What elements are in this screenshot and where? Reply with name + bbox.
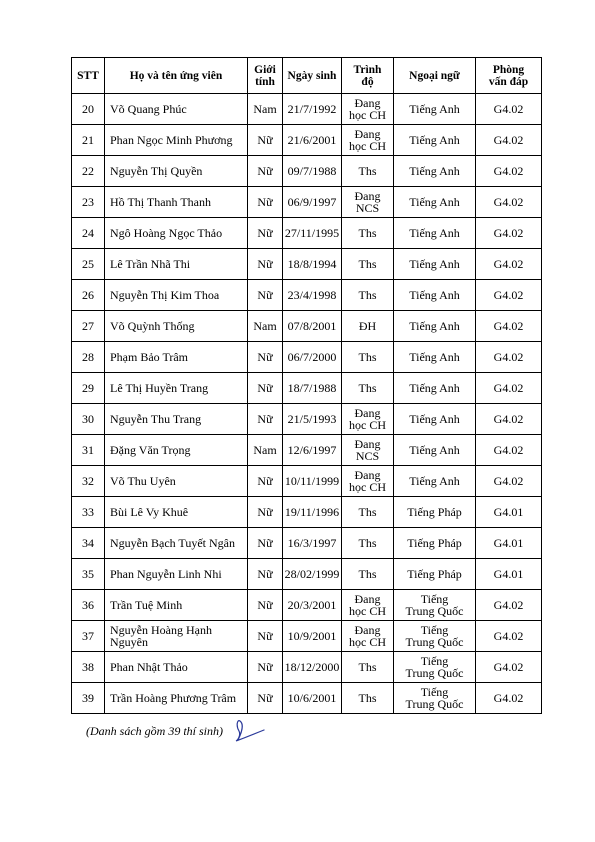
cell-name: Võ Quỳnh Thống: [105, 311, 248, 342]
cell-level: Ths: [342, 156, 394, 187]
cell-dob: 23/4/1998: [283, 280, 342, 311]
cell-name: Nguyễn Hoàng Hạnh Nguyên: [105, 621, 248, 652]
table-row: [72, 559, 542, 590]
cell-level: Đang học CH: [342, 466, 394, 497]
handwritten-signature: [232, 718, 268, 744]
cell-dob: 10/6/2001: [283, 683, 342, 714]
cell-stt: 26: [72, 280, 105, 311]
cell-name: Bùi Lê Vy Khuê: [105, 497, 248, 528]
cell-dob: 21/5/1993: [283, 404, 342, 435]
cell-room: G4.02: [476, 187, 542, 218]
cell-gender: Nam: [248, 311, 283, 342]
table-row: [72, 590, 542, 621]
cell-gender: Nữ: [248, 497, 283, 528]
table-row: [72, 218, 542, 249]
cell-level: Ths: [342, 652, 394, 683]
cell-stt: 30: [72, 404, 105, 435]
cell-name: Phạm Bảo Trâm: [105, 342, 248, 373]
cell-name: Lê Thị Huyền Trang: [105, 373, 248, 404]
cell-stt: 38: [72, 652, 105, 683]
header-stt: STT: [72, 58, 105, 94]
cell-gender: Nữ: [248, 156, 283, 187]
cell-level: Ths: [342, 528, 394, 559]
cell-room: G4.02: [476, 590, 542, 621]
cell-dob: 06/9/1997: [283, 187, 342, 218]
cell-level: Đang học CH: [342, 404, 394, 435]
cell-stt: 35: [72, 559, 105, 590]
cell-gender: Nam: [248, 435, 283, 466]
cell-language: Tiếng Trung Quốc: [394, 590, 476, 621]
table-row: [72, 280, 542, 311]
cell-name: Nguyễn Thị Kim Thoa: [105, 280, 248, 311]
cell-language: Tiếng Anh: [394, 404, 476, 435]
cell-gender: Nữ: [248, 249, 283, 280]
cell-level: Ths: [342, 683, 394, 714]
header-language: Ngoại ngữ: [394, 58, 476, 94]
cell-level: Đang học CH: [342, 94, 394, 125]
cell-stt: 32: [72, 466, 105, 497]
cell-language: Tiếng Anh: [394, 249, 476, 280]
cell-room: G4.02: [476, 249, 542, 280]
cell-language: Tiếng Trung Quốc: [394, 652, 476, 683]
cell-stt: 24: [72, 218, 105, 249]
cell-level: Đang học CH: [342, 621, 394, 652]
cell-dob: 18/7/1988: [283, 373, 342, 404]
header-gender: Giới tính: [248, 58, 283, 94]
cell-gender: Nữ: [248, 125, 283, 156]
table-row: [72, 621, 542, 652]
cell-gender: Nữ: [248, 342, 283, 373]
header-room: Phòng vấn đáp: [476, 58, 542, 94]
table-row: [72, 156, 542, 187]
cell-language: Tiếng Anh: [394, 466, 476, 497]
cell-dob: 28/02/1999: [283, 559, 342, 590]
cell-gender: Nam: [248, 94, 283, 125]
cell-dob: 09/7/1988: [283, 156, 342, 187]
cell-level: ĐH: [342, 311, 394, 342]
cell-name: Lê Trần Nhã Thi: [105, 249, 248, 280]
cell-level: Ths: [342, 373, 394, 404]
cell-name: Võ Thu Uyên: [105, 466, 248, 497]
cell-dob: 16/3/1997: [283, 528, 342, 559]
cell-dob: 27/11/1995: [283, 218, 342, 249]
cell-level: Đang học CH: [342, 125, 394, 156]
cell-dob: 10/11/1999: [283, 466, 342, 497]
table-row: [72, 187, 542, 218]
cell-name: Nguyễn Bạch Tuyết Ngân: [105, 528, 248, 559]
cell-gender: Nữ: [248, 280, 283, 311]
cell-room: G4.02: [476, 280, 542, 311]
cell-stt: 21: [72, 125, 105, 156]
cell-language: Tiếng Trung Quốc: [394, 621, 476, 652]
cell-room: G4.02: [476, 125, 542, 156]
cell-gender: Nữ: [248, 590, 283, 621]
table-row: [72, 94, 542, 125]
cell-dob: 19/11/1996: [283, 497, 342, 528]
cell-level: Ths: [342, 559, 394, 590]
table-row: [72, 497, 542, 528]
cell-stt: 22: [72, 156, 105, 187]
cell-stt: 27: [72, 311, 105, 342]
cell-room: G4.02: [476, 435, 542, 466]
cell-name: Phan Ngọc Minh Phương: [105, 125, 248, 156]
cell-name: Nguyễn Thu Trang: [105, 404, 248, 435]
cell-name: Võ Quang Phúc: [105, 94, 248, 125]
cell-level: Ths: [342, 342, 394, 373]
table-row: [72, 125, 542, 156]
cell-dob: 18/12/2000: [283, 652, 342, 683]
cell-room: G4.02: [476, 342, 542, 373]
cell-name: Nguyễn Thị Quyền: [105, 156, 248, 187]
cell-language: Tiếng Anh: [394, 311, 476, 342]
cell-language: Tiếng Anh: [394, 156, 476, 187]
table-row: [72, 404, 542, 435]
cell-level: Đang NCS: [342, 187, 394, 218]
cell-gender: Nữ: [248, 404, 283, 435]
cell-language: Tiếng Anh: [394, 373, 476, 404]
cell-level: Ths: [342, 497, 394, 528]
cell-name: Ngô Hoàng Ngọc Thảo: [105, 218, 248, 249]
cell-language: Tiếng Anh: [394, 218, 476, 249]
cell-room: G4.02: [476, 311, 542, 342]
candidate-table: [71, 57, 542, 714]
cell-language: Tiếng Anh: [394, 280, 476, 311]
cell-dob: 21/6/2001: [283, 125, 342, 156]
cell-stt: 36: [72, 590, 105, 621]
cell-language: Tiếng Pháp: [394, 528, 476, 559]
cell-room: G4.02: [476, 683, 542, 714]
cell-dob: 10/9/2001: [283, 621, 342, 652]
cell-dob: 20/3/2001: [283, 590, 342, 621]
cell-language: Tiếng Pháp: [394, 497, 476, 528]
table-row: [72, 683, 542, 714]
cell-language: Tiếng Anh: [394, 94, 476, 125]
cell-stt: 25: [72, 249, 105, 280]
cell-room: G4.02: [476, 621, 542, 652]
cell-dob: 21/7/1992: [283, 94, 342, 125]
cell-dob: 18/8/1994: [283, 249, 342, 280]
cell-gender: Nữ: [248, 683, 283, 714]
cell-gender: Nữ: [248, 187, 283, 218]
cell-dob: 07/8/2001: [283, 311, 342, 342]
cell-stt: 33: [72, 497, 105, 528]
table-row: [72, 249, 542, 280]
cell-dob: 06/7/2000: [283, 342, 342, 373]
cell-stt: 29: [72, 373, 105, 404]
cell-room: G4.02: [476, 652, 542, 683]
cell-gender: Nữ: [248, 373, 283, 404]
cell-language: Tiếng Pháp: [394, 559, 476, 590]
cell-name: Trần Hoàng Phương Trâm: [105, 683, 248, 714]
table-row: [72, 311, 542, 342]
cell-stt: 37: [72, 621, 105, 652]
cell-name: Phan Nhật Thảo: [105, 652, 248, 683]
cell-language: Tiếng Anh: [394, 187, 476, 218]
cell-gender: Nữ: [248, 621, 283, 652]
header-level: Trình độ: [342, 58, 394, 94]
cell-room: G4.01: [476, 528, 542, 559]
cell-room: G4.02: [476, 156, 542, 187]
cell-level: Ths: [342, 249, 394, 280]
cell-room: G4.02: [476, 218, 542, 249]
cell-gender: Nữ: [248, 528, 283, 559]
cell-gender: Nữ: [248, 466, 283, 497]
table-row: [72, 652, 542, 683]
cell-room: G4.01: [476, 559, 542, 590]
table-row: [72, 342, 542, 373]
cell-stt: 20: [72, 94, 105, 125]
cell-room: G4.02: [476, 373, 542, 404]
cell-dob: 12/6/1997: [283, 435, 342, 466]
cell-level: Đang học CH: [342, 590, 394, 621]
cell-room: G4.01: [476, 497, 542, 528]
header-row: [72, 58, 542, 94]
table-row: [72, 435, 542, 466]
header-dob: Ngày sinh: [283, 58, 342, 94]
cell-stt: 23: [72, 187, 105, 218]
table-row: [72, 466, 542, 497]
cell-stt: 39: [72, 683, 105, 714]
header-name: Họ và tên ứng viên: [105, 58, 248, 94]
cell-level: Đang NCS: [342, 435, 394, 466]
table-row: [72, 373, 542, 404]
cell-gender: Nữ: [248, 218, 283, 249]
cell-stt: 28: [72, 342, 105, 373]
cell-language: Tiếng Anh: [394, 435, 476, 466]
cell-name: Đặng Văn Trọng: [105, 435, 248, 466]
cell-name: Phan Nguyễn Linh Nhi: [105, 559, 248, 590]
cell-language: Tiếng Anh: [394, 125, 476, 156]
cell-room: G4.02: [476, 466, 542, 497]
cell-stt: 31: [72, 435, 105, 466]
cell-room: G4.02: [476, 404, 542, 435]
cell-gender: Nữ: [248, 559, 283, 590]
table-row: [72, 528, 542, 559]
footer-note: (Danh sách gồm 39 thí sinh): [86, 724, 223, 738]
cell-room: G4.02: [476, 94, 542, 125]
cell-level: Ths: [342, 280, 394, 311]
cell-name: Hồ Thị Thanh Thanh: [105, 187, 248, 218]
cell-name: Trần Tuệ Minh: [105, 590, 248, 621]
cell-language: Tiếng Trung Quốc: [394, 683, 476, 714]
cell-stt: 34: [72, 528, 105, 559]
cell-level: Ths: [342, 218, 394, 249]
cell-language: Tiếng Anh: [394, 342, 476, 373]
cell-gender: Nữ: [248, 652, 283, 683]
